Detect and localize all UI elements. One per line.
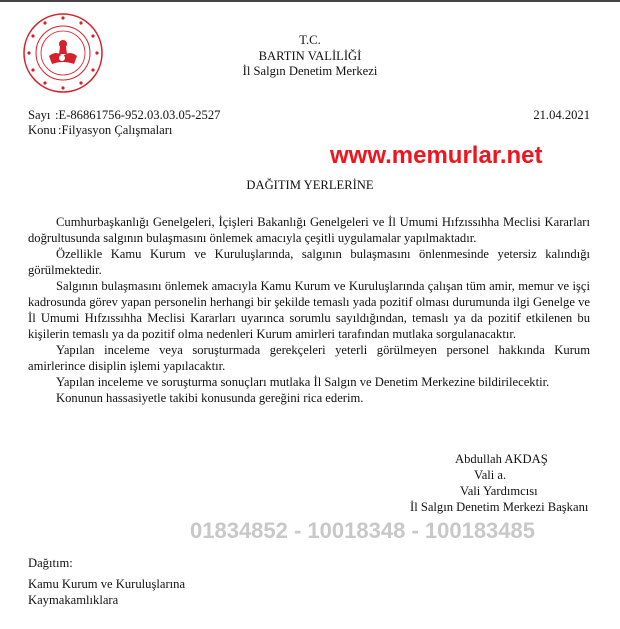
paragraph: Konunun hassasiyetle takibi konusunda gereğini rica ederim.: [56, 391, 364, 405]
sayi-label: Sayı: [28, 108, 51, 122]
signatory-role: Vali a.: [474, 468, 507, 482]
distribution-item: Kaymakamlıklara: [28, 593, 119, 607]
signatory-position: İl Salgın Denetim Merkezi Başkanı: [410, 500, 589, 514]
paragraph: Cumhurbaşkanlığı Genelgeleri, İçişleri Bakanlığı Genelgeleri ve İl Umumi Hıfzıssıhha Meclisi Kararları doğrultusunda salgının bulaşmasını önlemek amacıyla çeşitli uygulamalar yapılmaktadır.: [28, 215, 590, 245]
paragraph: Özellikle Kamu Kurum ve Kuruluşlarında, salgının bulaşmasını önlenmesinde yetersiz kalındığı görülmektedir.: [28, 247, 590, 277]
signatory-name: Abdullah AKDAŞ: [455, 452, 548, 466]
document-date: 21.04.2021: [533, 108, 590, 122]
konu-label: Konu: [28, 123, 56, 137]
grey-watermark-tail: - 100183485: [405, 518, 535, 543]
grey-watermark-text: 01834852 - 10018348: [190, 518, 406, 543]
paragraph: Yapılan inceleme ve soruşturma sonuçları mutlaka İl Salgın ve Denetim Merkezine bildirilecektir.: [56, 375, 550, 389]
top-border: [0, 0, 620, 2]
paragraph: Yapılan inceleme veya soruşturmada gerekçeleri yeterli görülmeyen personel hakkında Kurum amirlerince disiplin işlemi yapılacaktır.: [28, 343, 590, 373]
signatory-title: Vali Yardımcısı: [460, 484, 538, 498]
header-institution: BARTIN VALİLİĞİ: [258, 49, 362, 63]
red-watermark: www.memurlar.net: [330, 142, 543, 169]
grey-watermark: [190, 518, 535, 544]
paragraph: Salgının bulaşmasını önlemek amacıyla Kamu Kurum ve Kuruluşlarında çalışan tüm amir, memur ve işçi kadrosunda görev yapan personelin herhangi bir şekilde temaslı yada pozitif olması durumunda ilgi Genelge ve İl Umumi Hıfzıssıhha Meclisi Kararları uyarınca sorumlu sayıldığından, temaslı ya da pozitif etkilenen bu kişilerin temaslı ya da pozitif olma nedenleri Kurum amirleri tarafından mutlaka sorgulanacaktır.: [28, 279, 590, 341]
header-department: İl Salgın Denetim Merkezi: [242, 64, 378, 78]
document-body: [28, 214, 590, 406]
sayi-value: :E-86861756-952.03.03.05-2527: [55, 108, 221, 122]
distribution-label: Dağıtım:: [28, 556, 73, 570]
konu-value: :Filyasyon Çalışmaları: [58, 123, 173, 137]
document-title: DAĞITIM YERLERİNE: [246, 178, 374, 192]
header-tc: T.C.: [299, 33, 321, 47]
distribution-item: Kamu Kurum ve Kuruluşlarına: [28, 577, 186, 591]
